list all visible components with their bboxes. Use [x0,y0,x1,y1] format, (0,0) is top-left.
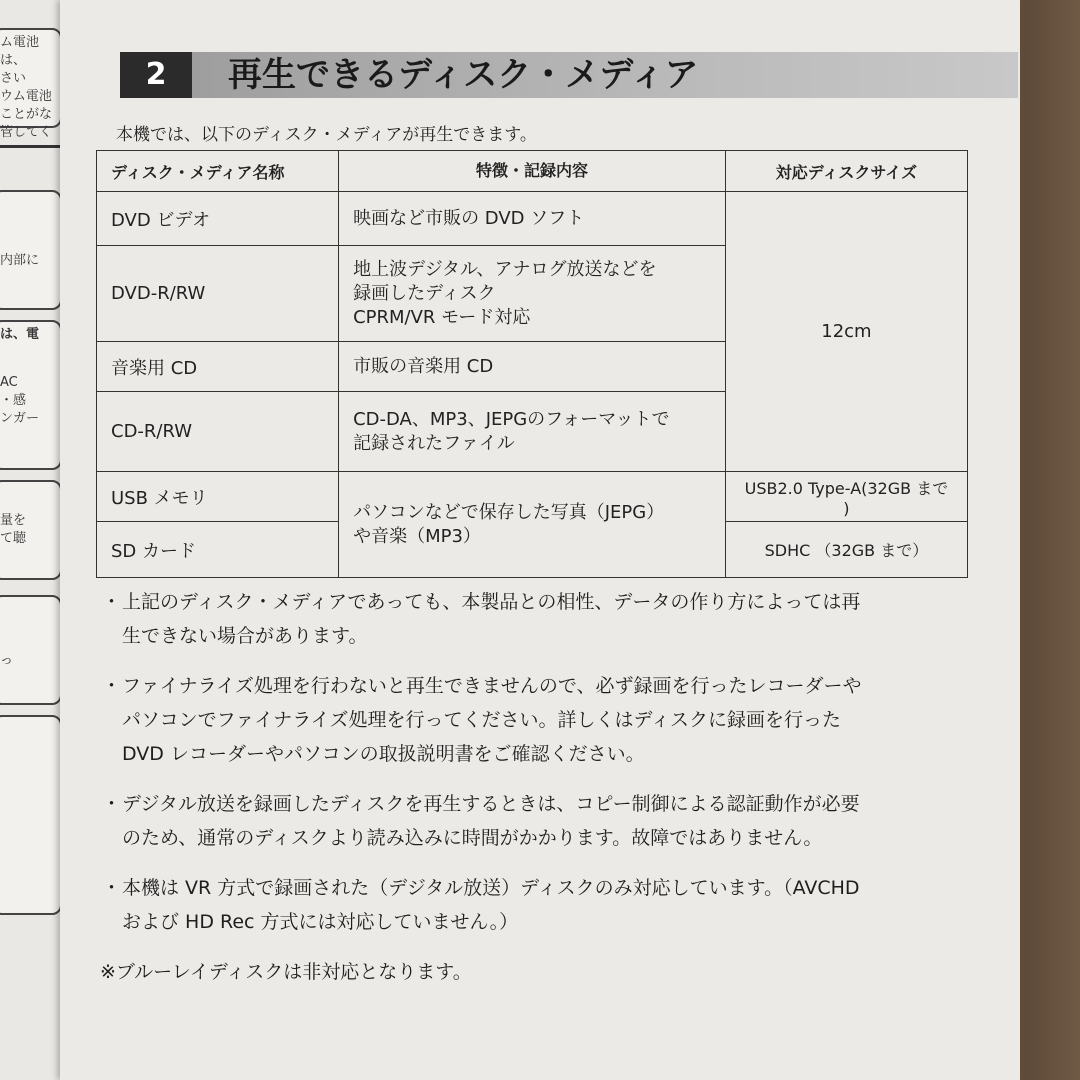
feature-line: CPRM/VR モード対応 [353,306,531,328]
note-line: デジタル放送を録画したディスクを再生するときは、コピー制御による認証動作が必要 [122,793,860,815]
header-features: 特徴・記録内容 [339,151,726,192]
fragment: は、電 [0,327,40,342]
bullet: ・ [102,877,122,899]
intro-text: 本機では、以下のディスク・メディアが再生できます。 [116,125,537,145]
fragment: AC [0,375,18,390]
bullet: ・ [102,591,122,613]
feature-line: 市販の音楽用 CD [353,355,494,377]
previous-page-callout [0,480,62,580]
media-name: DVD ビデオ [97,192,339,246]
fragment: ことがな [0,107,53,122]
feature-line: 録画したディスク [353,282,496,304]
note-line: および HD Rec 方式には対応していません。） [122,911,519,933]
note-line: 本機は VR 方式で録画された（デジタル放送）ディスクのみ対応しています。（AVCHD [122,877,860,899]
notes-list [100,585,1020,989]
feature-line: 地上波デジタル、アナログ放送などを [353,258,657,280]
media-table [96,150,968,578]
media-name: 音楽用 CD [97,342,339,392]
disc-size-cell: 12cm [725,192,967,472]
previous-page-callout [0,595,62,705]
note-item [100,871,1020,939]
fragment: 管してく [0,125,53,140]
previous-page-callout [0,320,62,470]
note-item [100,669,1020,771]
feature-line: や音楽（MP3） [353,525,481,547]
previous-page-callout [0,715,62,915]
sd-size-cell: SDHC （32GB まで） [725,522,967,578]
table-header-row [97,151,968,192]
note-item [100,585,1020,653]
note-line: DVD レコーダーやパソコンの取扱説明書をご確認ください。 [122,743,645,765]
header-disc-size: 対応ディスクサイズ [725,151,967,192]
media-name: CD-R/RW [97,392,339,472]
fragment: 内部に [0,253,40,268]
feature-line: パソコンなどで保存した写真（JEPG） [353,501,665,523]
media-features [339,192,726,246]
media-features [339,246,726,342]
fragment: ンガー [0,411,40,426]
fragment: ・感 [0,393,27,408]
media-name: SD カード [97,522,339,578]
feature-line: CD-DA、MP3、JEPGのフォーマットで [353,408,670,430]
table-row [97,192,968,246]
media-name: DVD-R/RW [97,246,339,342]
footnote: ※ブルーレイディスクは非対応となります。 [100,961,472,983]
table-row [97,472,968,522]
usb-size-cell: USB2.0 Type-A(32GB まで ) [725,472,967,522]
note-item [100,787,1020,855]
fragment: ウム電池 [0,89,52,104]
section-title: 再生できるディスク・メディア [228,55,699,95]
fragment: 量を [0,513,27,528]
manual-page [60,0,1020,1080]
fragment: さい [0,71,27,86]
note-line: のため、通常のディスクより読み込みに時間がかかります。故障ではありません。 [122,827,823,849]
bullet: ・ [102,675,122,697]
header-media-name: ディスク・メディア名称 [97,151,339,192]
media-features [339,392,726,472]
media-features [339,472,726,578]
previous-page-callout [0,28,62,140]
section-number: 2 [120,52,192,98]
bullet: ・ [102,793,122,815]
note-line: ファイナライズ処理を行わないと再生できませんので、必ず録画を行ったレコーダーや [122,675,862,697]
note-line: 生できない場合があります。 [122,625,368,647]
feature-line: 映画など市販の DVD ソフト [353,207,585,229]
fragment: ム電池は、 [0,35,40,68]
note-line: 上記のディスク・メディアであっても、本製品との相性、データの作り方によっては再 [122,591,861,613]
feature-line: 記録されたファイル [353,432,515,454]
media-features [339,342,726,392]
fragment: っ [0,653,14,668]
media-name: USB メモリ [97,472,339,522]
fragment: て聴 [0,531,27,546]
previous-page-callout [0,190,62,310]
note-line: パソコンでファイナライズ処理を行ってください。詳しくはディスクに録画を行った [122,709,841,731]
